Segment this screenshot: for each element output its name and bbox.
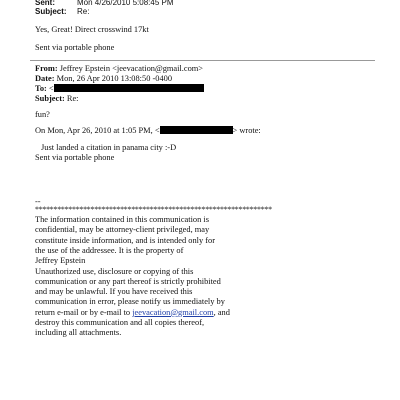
quote-intro-start: On Mon, Apr 26, 2010 at 1:05 PM, < — [35, 126, 160, 135]
from-label: From: — [35, 64, 58, 73]
disclaimer-line-start: return e-mail or by e-mail to — [35, 307, 133, 317]
quote-intro-end: > wrote: — [232, 126, 261, 135]
to-label: To: — [35, 84, 47, 93]
quoted-signature: Sent via portable phone — [35, 153, 115, 162]
separator-rule — [30, 60, 375, 61]
disclaimer-line: communication or any part thereof is strictly prohibited — [35, 276, 221, 286]
disclaimer-line-end: , and — [213, 307, 230, 317]
redaction-bar — [160, 126, 233, 134]
second-subject-value: Re: — [66, 94, 79, 103]
to-prefix: < — [48, 84, 54, 93]
from-value: Jeffrey Epstein <jeevacation@gmail.com> — [59, 64, 204, 73]
disclaimer-line: the use of the addressee. It is the property of — [35, 245, 184, 255]
disclaimer-line: The information contained in this communication is — [35, 215, 209, 224]
second-subject-row — [35, 94, 79, 104]
disclaimer-line: and may be unlawful. If you have received this — [35, 287, 193, 297]
subject-row — [35, 7, 89, 16]
subject-label: Subject: — [35, 7, 67, 16]
email-link[interactable]: jeevacation@gmail.com — [132, 307, 214, 317]
from-row — [35, 64, 203, 74]
disclaimer-line: destroy this communication and all copies thereof, — [35, 318, 205, 327]
quoted-line: Just landed a citation in panama city :-D — [41, 143, 177, 152]
disclaimer-line: Unauthorized use, disclosure or copying of this — [35, 266, 194, 276]
second-subject-label: Subject: — [35, 94, 65, 103]
message-body: fun? — [35, 110, 50, 119]
top-message-signature: Sent via portable phone — [35, 43, 115, 52]
to-row — [35, 84, 204, 94]
disclaimer-line: Jeffrey Epstein — [35, 256, 86, 266]
sent-label: Sent: — [35, 0, 55, 7]
disclaimer-line: confidential, may be attorney-client privileged, may — [35, 225, 210, 235]
disclaimer-line: constitute inside information, and is intended only for — [35, 235, 216, 245]
disclaimer-line: including all attachments. — [35, 328, 122, 338]
date-label: Date: — [35, 74, 55, 83]
disclaimer-line — [35, 308, 230, 318]
sent-row — [35, 0, 174, 7]
disclaimer-line: communication in error, please notify us immediately by — [35, 297, 225, 307]
subject-value: Re: — [77, 7, 90, 16]
redaction-bar — [54, 84, 204, 92]
sent-value: Mon 4/26/2010 5:08:45 PM — [77, 0, 174, 7]
top-message-line: Yes, Great! Direct crosswind 17kt — [35, 25, 149, 34]
date-row — [35, 74, 172, 84]
quote-intro — [35, 126, 261, 136]
signature-dashes: -- — [35, 197, 41, 206]
star-divider: **************************************************************** — [35, 205, 272, 214]
date-value: Mon, 26 Apr 2010 13:08:50 -0400 — [56, 74, 173, 83]
